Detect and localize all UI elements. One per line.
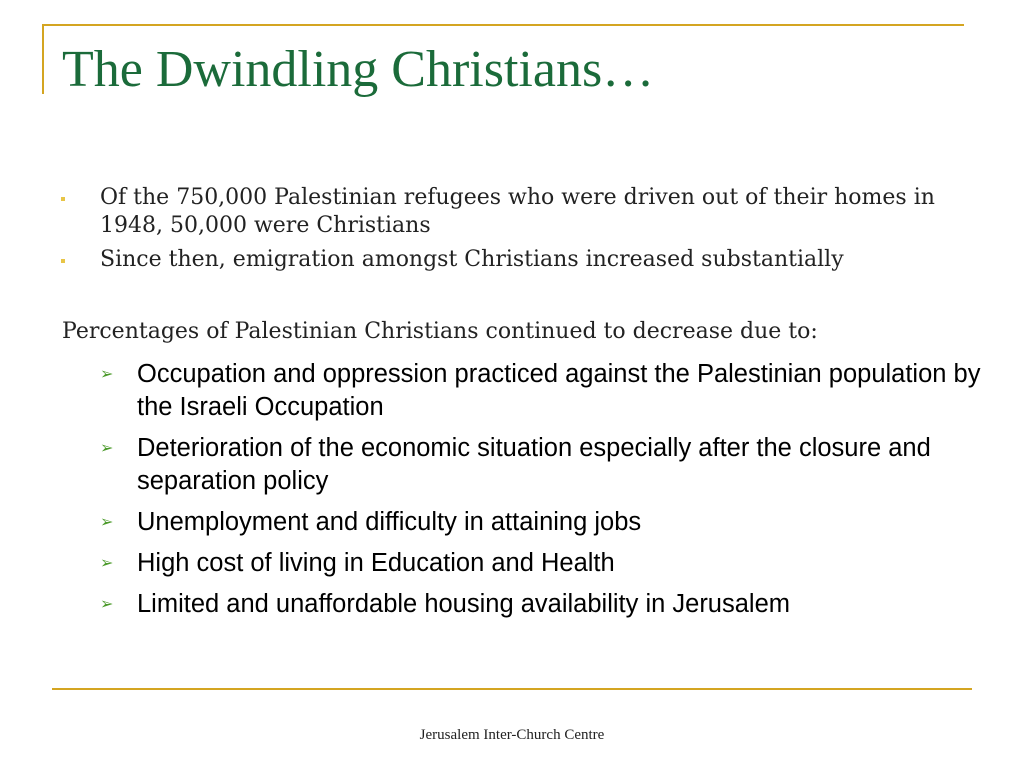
footer-divider: [52, 688, 972, 690]
sub-bullet-text: Limited and unaffordable housing availability in Jerusalem: [137, 590, 791, 618]
sub-bullet-text: Deterioration of the economic situation especially after the closure and separation policy: [137, 434, 931, 495]
bullet-item: [58, 184, 988, 240]
frame-top-line: [42, 24, 964, 26]
sub-bullet-item: [100, 506, 990, 539]
sub-bullet-item: [100, 547, 990, 580]
intro-text: Percentages of Palestinian Christians continued to decrease due to:: [62, 319, 818, 344]
frame-left-line: [42, 24, 44, 94]
arrow-bullet-icon: ➢: [100, 514, 114, 531]
sub-bullet-item: [100, 432, 990, 498]
sub-bullet-item: [100, 358, 990, 424]
arrow-bullet-icon: ➢: [100, 366, 114, 383]
slide-title: The Dwindling Christians…: [62, 41, 655, 98]
square-bullet-icon: [61, 197, 65, 201]
footer-text: Jerusalem Inter-Church Centre: [419, 727, 605, 743]
bullet-text: Of the 750,000 Palestinian refugees who were driven out of their homes in 1948, 50,000 were Christians: [100, 185, 935, 238]
sub-bullet-text: Occupation and oppression practiced against the Palestinian population by the Israeli Occupation: [137, 360, 981, 421]
sub-bullet-list: [100, 358, 990, 629]
square-bullet-icon: [61, 259, 65, 263]
sub-bullet-text: Unemployment and difficulty in attaining jobs: [137, 508, 642, 536]
bullet-item: [58, 246, 988, 274]
arrow-bullet-icon: ➢: [100, 440, 114, 457]
bullet-list: [58, 184, 988, 280]
bullet-text: Since then, emigration amongst Christians increased substantially: [100, 247, 844, 272]
arrow-bullet-icon: ➢: [100, 596, 114, 613]
arrow-bullet-icon: ➢: [100, 555, 114, 572]
sub-bullet-text: High cost of living in Education and Health: [137, 549, 615, 577]
sub-bullet-item: [100, 588, 990, 621]
